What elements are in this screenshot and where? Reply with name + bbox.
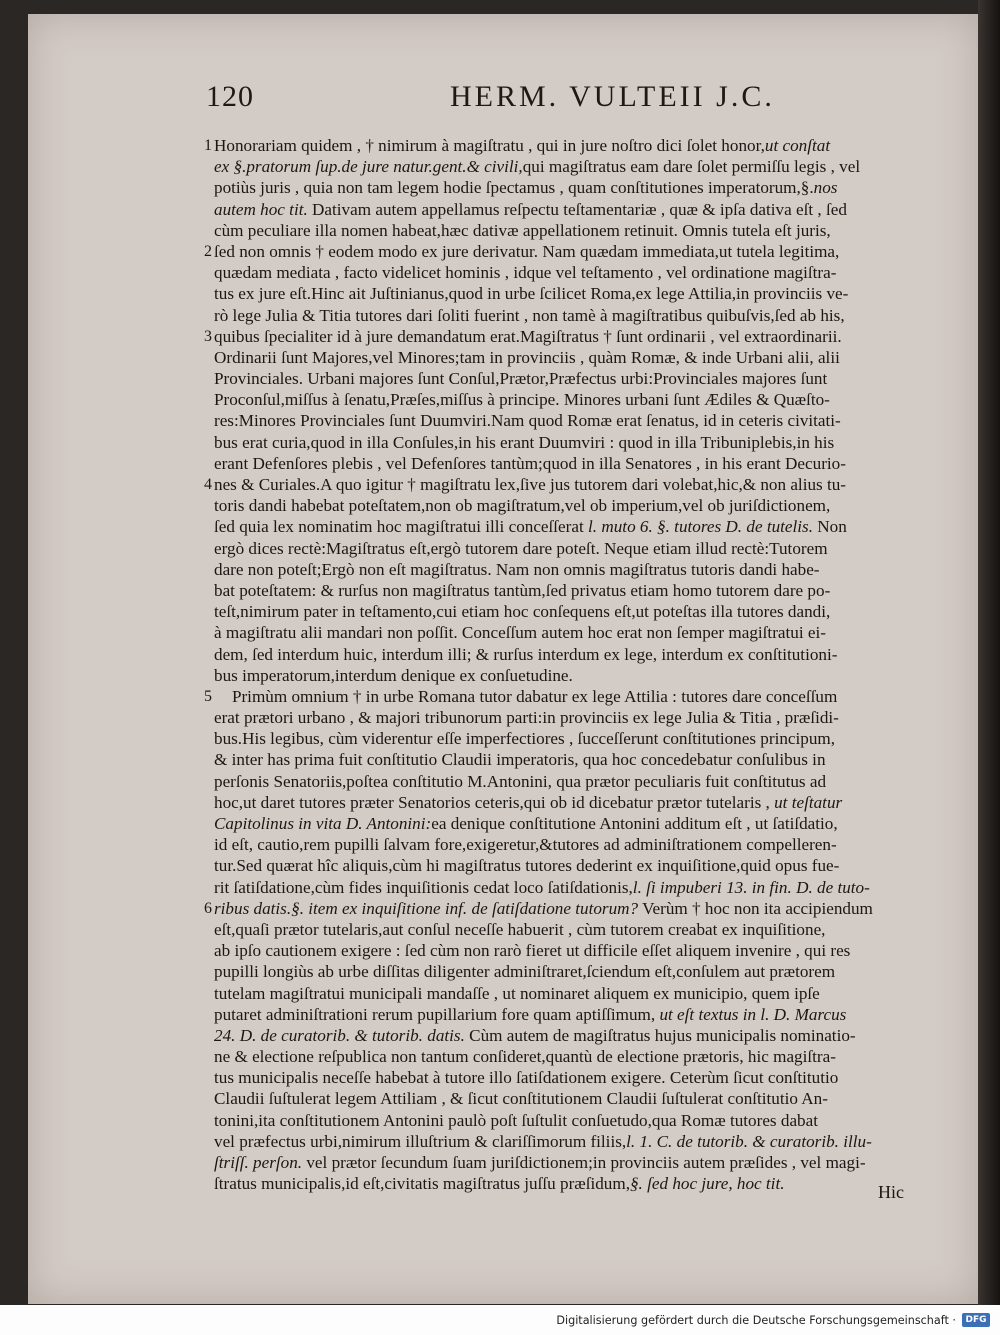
line-text: tur.Sed quærat hîc aliquis,cùm hi magiſtratus tutores dederint ex inquiſitione,quid opus fue- (214, 856, 840, 876)
line-text: Claudii ſuſtulerat legem Attiliam , & ſicut conſtitutionem Claudii ſuſtulerat conſtitutio An- (214, 1089, 828, 1109)
text-line (214, 368, 972, 389)
line-citation: ut eſt textus in l. D. Marcus (655, 1004, 847, 1024)
text-line (214, 389, 972, 410)
text-line (214, 877, 972, 898)
text-line (214, 453, 972, 474)
text-line (214, 1067, 972, 1088)
text-line (214, 834, 972, 855)
line-text: & inter has prima fuit conſtitutio Claudii imperatoris, qua hoc concedebatur conſulibus in (214, 750, 826, 770)
text-line (214, 1025, 972, 1046)
line-text: bus imperatorum,interdum denique ex conſuetudine. (214, 665, 573, 685)
line-citation: ſtriſſ. perſon. (214, 1153, 303, 1172)
line-text: tus municipalis neceſſe habebat à tutore illo ſatiſdationem exigere. Ceterùm ſicut conſtitutio (214, 1068, 839, 1088)
text-line (214, 749, 972, 770)
marginal-number: 2 (204, 242, 213, 260)
line-text: ſtratus municipalis,id eſt,civitatis magiſtratus juſſu præſidum, (214, 1174, 630, 1194)
line-text: rò lege Julia & Titia tutores dari ſoliti fuerint , non tamè à magiſtratibus quibuſvis,ſed ab his, (214, 305, 845, 325)
text-line (214, 622, 972, 643)
line-text: bus.His legibus, cùm viderentur eſſe imperfectiores , ſucceſſerunt conſtitutiones principum, (214, 729, 836, 749)
line-text: erat prætori urbano , & majori tribunorum parti:in provinciis ex lege Julia & Titia , præſidi- (214, 708, 839, 728)
line-citation: ex §.pratorum ſup.de jure natur.gent.& civili, (214, 157, 523, 177)
marginal-number: 3 (204, 327, 213, 345)
text-line (214, 728, 972, 749)
line-text: à magiſtratu alii mandari non poſſit. Conceſſum autem hoc erat non ſemper magiſtratui ei- (214, 623, 826, 643)
page-number: 120 (206, 80, 254, 113)
line-text: erant Defenſores plebis , vel Defenſores tantùm;quod in illa Senatores , in his erant Decurio- (214, 453, 846, 473)
text-line (204, 898, 972, 919)
line-text: ergò dices rectè:Magiſtratus eſt,ergò tutorem dare poteſt. Neque etiam illud rectè:Tutorem (214, 538, 828, 558)
text-line (214, 601, 972, 622)
line-text: Primùm omnium † in urbe Romana tutor dabatur ex lege Attilia : tutores dare conceſſum (231, 686, 838, 706)
line-text: Honorariam quidem , † nimirum à magiſtratu , qui in jure noſtro dici ſolet honor, (214, 136, 765, 155)
line-text: tonini,ita conſtitutionem Antonini paulò poſt ſuſtulit conſuetudo,qua Romæ tutores dabat (214, 1110, 818, 1130)
text-line (214, 220, 972, 241)
book-title: HERM. VULTEII J.C. (450, 80, 775, 113)
text-line (214, 1110, 972, 1131)
line-text: ſed quia lex nominatim hoc magiſtratui illi conceſſerat (214, 517, 584, 537)
text-line (214, 813, 972, 834)
text-line (214, 516, 972, 537)
line-text: nes & Curiales.A quo igitur † magiſtratu lex,ſive jus tutorem dari volebat,hic,& non alius tu- (214, 475, 847, 494)
line-text: Ordinarii ſunt Majores,vel Minores;tam in provinciis , quàm Romæ, & inde Urbani alii, alii (214, 347, 840, 367)
text-line (214, 1004, 972, 1025)
line-text: Provinciales. Urbani majores ſunt Conſul,Prætor,Præfectus urbi:Provinciales majores ſunt (214, 369, 828, 389)
line-text: toris dandi habebat poteſtatem,non ob magiſtratum,vel ob imperium,vel ob juriſdictionem, (214, 496, 831, 516)
text-line (214, 940, 972, 961)
marginal-number: 1 (204, 137, 213, 154)
catchword: Hic (878, 1182, 904, 1202)
text-line (214, 919, 972, 940)
line-citation: l. 1. C. de tutorib. & curatorib. illu- (626, 1131, 872, 1151)
text-line (214, 644, 972, 665)
text-line (204, 474, 972, 495)
text-line (204, 686, 972, 707)
line-text: hoc,ut daret tutores præter Senatorios ceteris,qui ob id dicebatur prætor tutelaris , (214, 792, 770, 812)
text-line (204, 241, 972, 262)
dfg-logo-icon: DFG (962, 1313, 990, 1327)
marginal-number: 4 (204, 476, 213, 493)
line-text: putaret adminiſtrationi rerum pupillarium fore quam aptiſſimum, (214, 1004, 656, 1024)
footer-credit-text: Digitalisierung gefördert durch die Deutsche Forschungsgemeinschaft · (556, 1314, 956, 1327)
line-citation: Capitolinus in vita D. Antonini: (214, 814, 432, 833)
line-text: ſed non omnis † eodem modo ex jure derivatur. Nam quædam immediata,ut tutela legitima, (214, 241, 840, 261)
text-body (204, 135, 974, 1194)
line-text-continued: qui magiſtratus eam dare ſolet permiſſu legis , vel (522, 157, 861, 177)
line-citation: ribus datis.§. item ex inquiſitione inf. de ſatiſdatione tutorum? (214, 898, 639, 918)
line-text-continued: Cùm autem de magiſtratus hujus municipalis nominatio- (464, 1025, 856, 1045)
line-citation: l. muto 6. §. tutores D. de tutelis. (583, 517, 814, 537)
line-text: tutelam magiſtratui municipali mandaſſe , ut nominaret aliquem ex municipio, quem ipſe (214, 983, 820, 1003)
line-text: ne & electione reſpublica non tantum conſideret,quantù de electione prætoris, hic magiſtra- (214, 1047, 836, 1067)
line-text: vel præfectus urbi,nimirum illuſtrium & clariſſimorum filiis, (214, 1131, 627, 1151)
line-text-continued: Non (813, 517, 847, 537)
text-line (214, 283, 972, 304)
text-line (214, 707, 972, 728)
line-text: rit ſatiſdatione,cùm fides inquiſitionis cedat loco ſatiſdationis, (214, 877, 633, 897)
line-citation: 24. D. de curatorib. & tutorib. datis. (214, 1025, 465, 1045)
text-line (214, 305, 972, 326)
text-line (214, 665, 972, 686)
line-text: dare non poteſt;Ergò non eſt magiſtratus. Nam non omnis magiſtratus tutoris dandi habe- (214, 559, 820, 579)
text-line (214, 792, 972, 813)
running-head (206, 80, 966, 120)
line-text: eſt,quaſi prætor tutelaris,aut conſul neceſſe habuerit , cùm tutorem creabat ex inquiſitione, (214, 919, 826, 939)
line-citation: l. ſi impuberi 13. in fin. D. de tuto- (632, 877, 870, 897)
line-text: dem, ſed interdum huic, interdum illi; & rurſus interdum ex lege, interdum ex conſtitutioni- (214, 644, 838, 664)
text-line (214, 177, 972, 198)
text-line (204, 135, 972, 156)
line-text-continued: ea denique conſtitutione Antonini additum eſt , ut ſatiſdatio, (431, 814, 838, 833)
marginal-number: 5 (204, 687, 213, 705)
text-line (214, 156, 972, 177)
line-text: quædam mediata , facto videlicet hominis , idque vel teſtamento , vel ordinatione magiſtra- (214, 263, 837, 283)
line-text: id eſt, cautio,rem pupilli ſalvam fore,exigeretur,&tutores ad adminiſtrationem compelleren- (214, 835, 837, 855)
text-line (214, 1173, 972, 1194)
line-text-continued: Dativam autem appellamus reſpectu teſtamentariæ , quæ & ipſa dativa eſt , ſed (307, 199, 847, 219)
text-line (214, 538, 972, 559)
line-citation: §. ſed hoc jure, hoc tit. (629, 1174, 785, 1194)
text-line (214, 262, 972, 283)
text-line (214, 495, 972, 516)
text-line (214, 410, 972, 431)
text-line (214, 1152, 972, 1173)
line-text: perſonis Senatoriis,poſtea conſtitutio M.Antonini, qua prætor peculiaris fuit conſtitutus ad (214, 771, 827, 791)
line-citation: ut teſtatur (769, 792, 843, 812)
line-text-continued: vel prætor ſecundum ſuam juriſdictionem;in provinciis autem præſides , vel magi- (302, 1153, 866, 1172)
line-text: teſt,nimirum pater in teſtamento,cui etiam hoc conſequens eſt,ut poteſtas illa tutores dandi, (214, 602, 831, 622)
text-line (214, 559, 972, 580)
text-line (214, 1131, 972, 1152)
line-citation: ut conſtat (764, 136, 831, 155)
digitization-footer (0, 1305, 1000, 1335)
line-text: res:Minores Provinciales ſunt Duumviri.Nam quod Romæ erat ſenatus, id in ceteris civitati- (214, 411, 841, 431)
text-line (214, 983, 972, 1004)
line-text: quibus ſpecialiter id à jure demandatum erat.Magiſtratus † ſunt ordinarii , vel extraordinarii. (214, 326, 842, 346)
line-text: ab ipſo cautionem exigere : ſed cùm non rarò fieret ut difficile eſſet aliquem invenire , qui res (214, 941, 851, 961)
text-line (204, 326, 972, 347)
line-text: pupilli longiùs ab urbe diſſitas diligenter adminiſtraret,ſciendum eſt,conſulem aut prætorem (214, 962, 836, 982)
line-text-continued: Verùm † hoc non ita accipiendum (638, 898, 873, 918)
text-line (214, 961, 972, 982)
book-spine-edge (978, 0, 1000, 1335)
line-text: potiùs juris , quia non tam legem hodie ſpectamus , quam conſtitutiones imperatorum,§. (214, 178, 814, 198)
marginal-number: 6 (204, 899, 213, 917)
line-text: bus erat curia,quod in illa Conſules,in his erant Duumviri : quod in illa Tribuniplebis,in his (214, 432, 835, 452)
text-line (214, 199, 972, 220)
text-line (214, 771, 972, 792)
line-citation: autem hoc tit. (214, 199, 308, 219)
text-line (214, 580, 972, 601)
text-line (214, 347, 972, 368)
line-text: cùm peculiare illa nomen habeat,hæc dativæ appellationem retinuit. Omnis tutela eſt juris, (214, 220, 831, 240)
line-text: tus ex jure eſt.Hinc ait Juſtinianus,quod in urbe ſcilicet Roma,ex lege Attilia,in provinciis ve- (214, 284, 849, 304)
line-text: Proconſul,miſſus à ſenatu,Præſes,miſſus à principe. Minores urbani ſunt Ædiles & Quæſto- (214, 390, 830, 410)
text-line (214, 432, 972, 453)
text-line (214, 1046, 972, 1067)
text-line (214, 855, 972, 876)
line-text: bat poteſtatem: & rurſus non magiſtratus tantùm,ſed privatus etiam homo tutorem dare po- (214, 580, 831, 600)
text-line (214, 1088, 972, 1109)
line-citation: nos (813, 178, 838, 198)
